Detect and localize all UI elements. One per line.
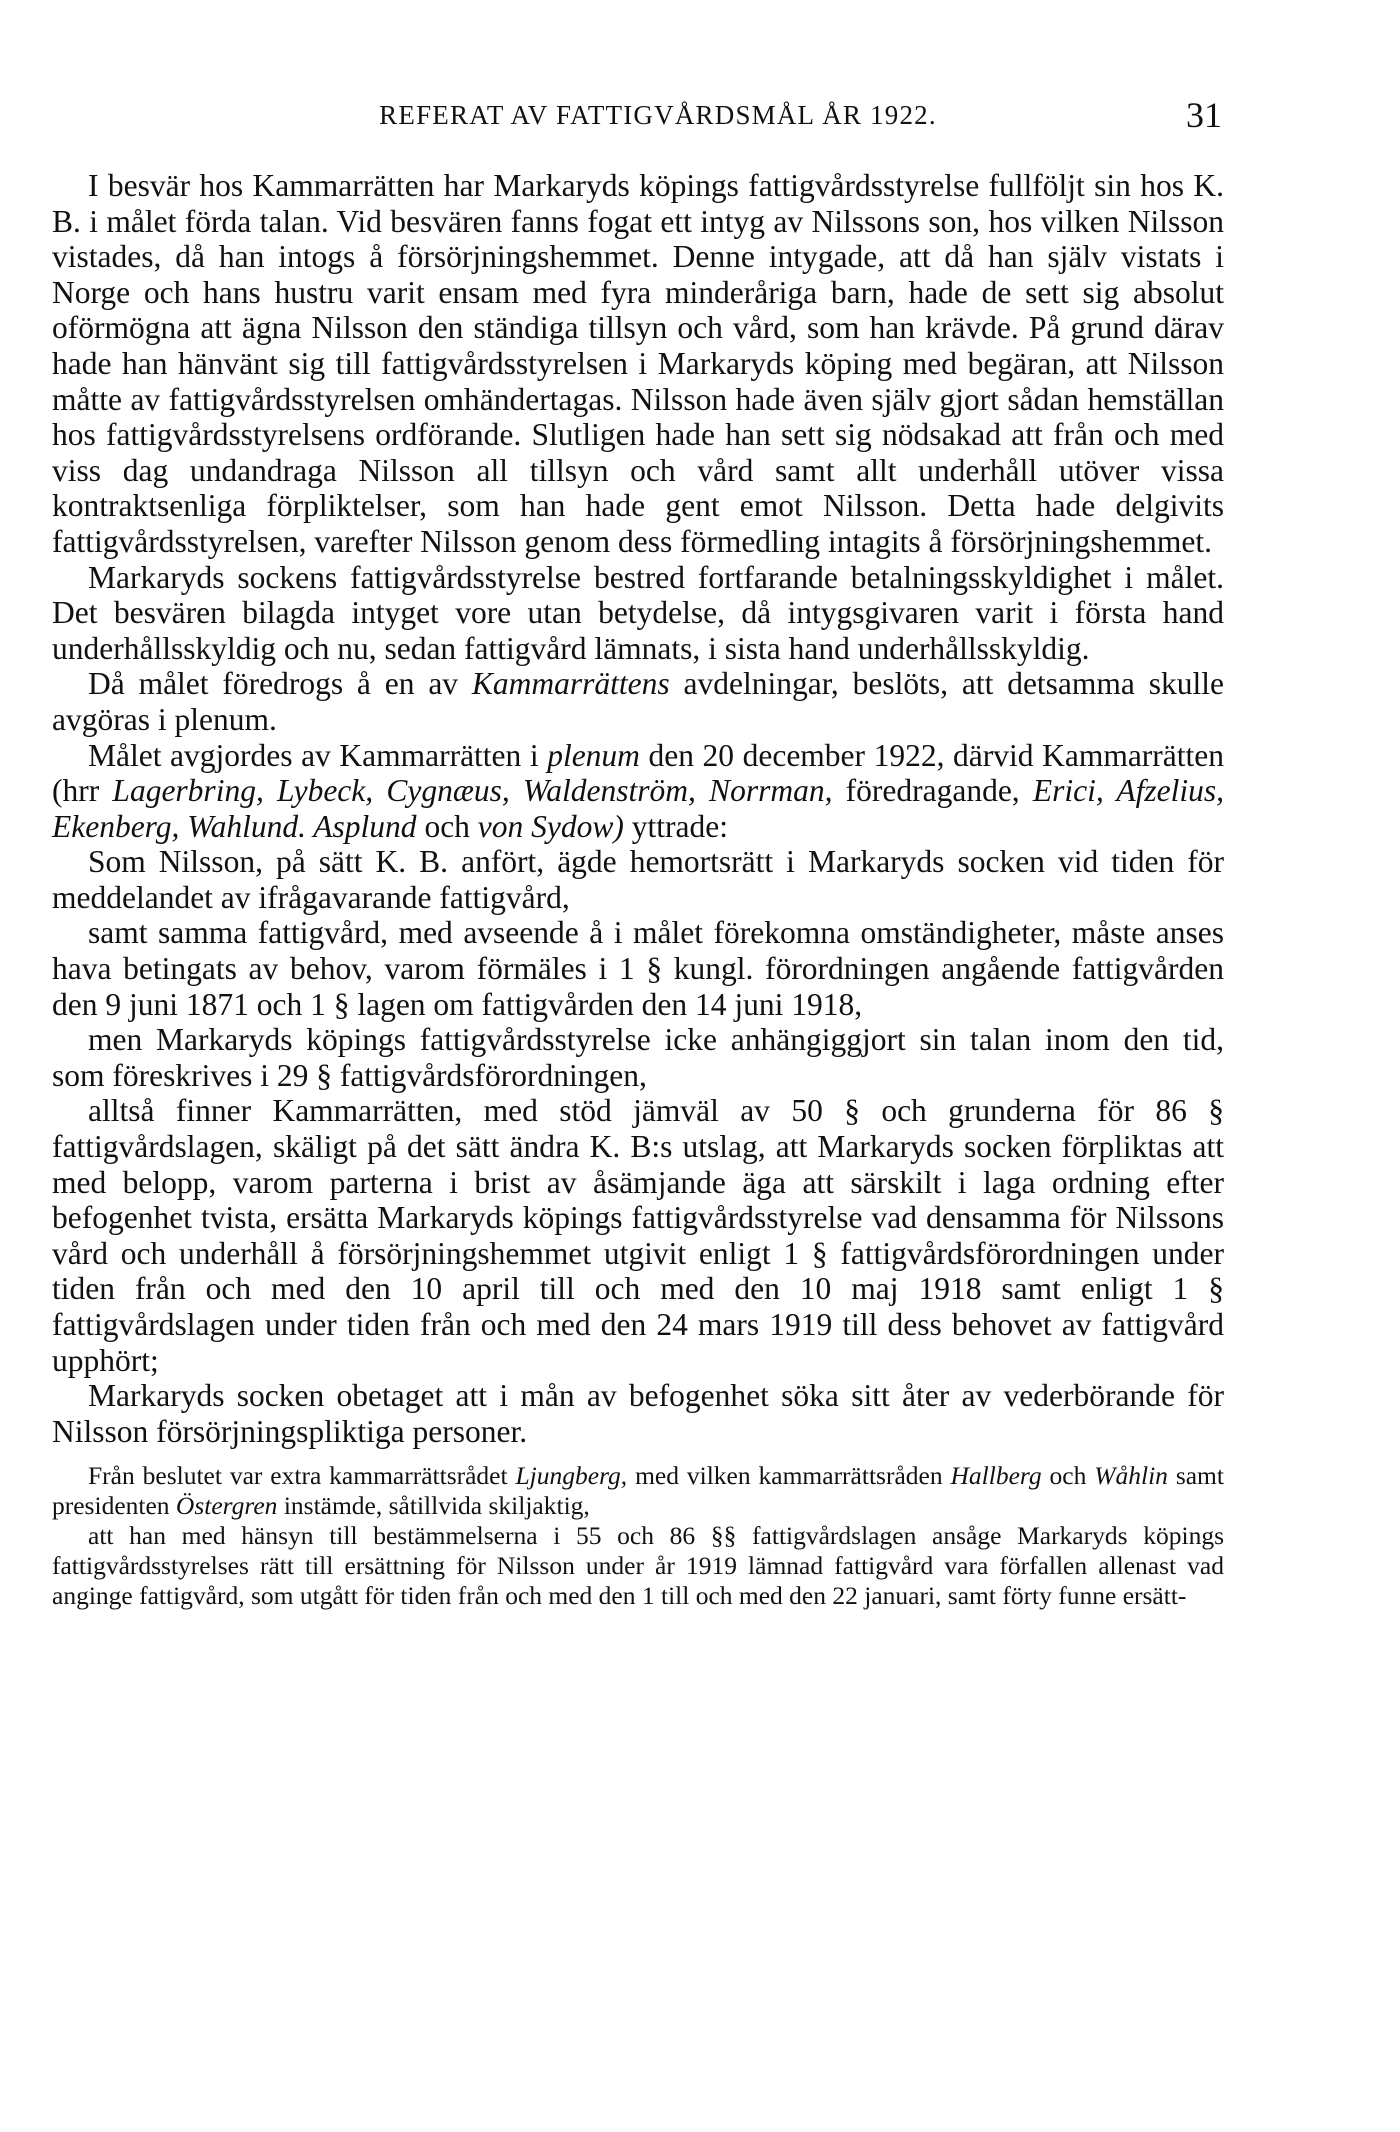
header-title: REFERAT AV FATTIGVÅRDSMÅL ÅR 1922. <box>379 100 937 130</box>
document-page <box>52 88 1224 1611</box>
judges-names-3: von Sydow) <box>477 808 624 844</box>
emphasis-kammarrattens: Kammarrättens <box>471 666 670 702</box>
dissent-note <box>52 1461 1224 1611</box>
running-header <box>52 88 1224 142</box>
ruling-clause-4: alltså finner Kammarrätten, med stöd jämväl av 50 § och grunderna för 86 § fattigvårdslagen, skäligt på det sätt ändra K. B:s utslag, att Markaryds socken förpliktas att med belopp, varom parterna i brist av åsämjande äga att särskilt i laga ordning efter befogenhet tvista, ersätta Markaryds köpings fattigvårdsstyrelse vad densamma för Nilssons vård och underhåll å försörjningshemmet utgivit enligt 1 § fattigvårdsförordningen under tiden från och med den 10 april till och med den 10 maj 1918 samt enligt 1 § fattigvårdslagen under tiden från och med den 24 mars 1919 till dess behovet av fattigvård upphört; <box>52 1093 1224 1378</box>
page-number: 31 <box>1186 95 1222 135</box>
dissent-name-ostergren: Östergren <box>175 1491 278 1521</box>
paragraph-decision-intro: Målet avgjordes av Kammarrätten i plenum den 20 december 1922, därvid Kammarrätten (hrr Lagerbring, Lybeck, Cygnæus, Waldenström, Norrman, föredragande, Erici, Afzelius, Ekenberg, Wahlund. Asplund och von Sydow) yttrade: <box>52 737 1224 844</box>
paragraph-plenum-referral: Då målet föredrogs å en av Kammarrättens avdelningar, beslöts, att detsamma skulle avgöras i plenum. <box>52 666 1224 737</box>
ruling-clause-2: samt samma fattigvård, med avseende å i målet förekomna omständigheter, måste anses hava betingats av behov, varom förmäles i 1 § kungl. förordningen angående fattigvården den 9 juni 1871 och 1 § lagen om fattigvården den 14 juni 1918, <box>52 915 1224 1022</box>
dissent-name-hallberg: Hallberg <box>950 1461 1042 1491</box>
judges-names-1: Lagerbring, Lybeck, Cygnæus, Waldenström, Norrman, <box>112 773 833 809</box>
ruling-clause-5: Markaryds socken obetaget att i mån av befogenhet söka sitt åter av vederbörande för Nilsson försörjningspliktiga personer. <box>52 1378 1224 1449</box>
paragraph-appeal: I besvär hos Kammarrätten har Markaryds köpings fattigvårdsstyrelse fullföljt sin hos K. B. i målet förda talan. Vid besvären fanns fogat ett intyg av Nilssons son, hos vilken Nilsson vistades, då han intogs å försörjningshemmet. Denne intygade, att då han själv vistats i Norge och hans hustru varit ensam med fyra minderåriga barn, hade de sett sig absolut oförmögna att ägna Nilsson den ständiga tillsyn och vård, som han krävde. På grund därav hade han hänvänt sig till fattigvårdsstyrelsen i Markaryds köping med begäran, att Nilsson måtte av fattigvårdsstyrelsen omhändertagas. Nilsson hade även själv gjort sådan hemställan hos fattigvårdsstyrelsens ordförande. Slutligen hade han sett sig nödsakad att från och med viss dag undandraga Nilsson all tillsyn och vård samt allt underhåll utöver vissa kontraktsenliga förpliktelser, som han hade gent emot Nilsson. Detta hade delgivits fattigvårdsstyrelsen, varefter Nilsson genom dess förmedling intagits å försörjningshemmet. <box>52 168 1224 559</box>
ruling-clause-1: Som Nilsson, på sätt K. B. anfört, ägde hemortsrätt i Markaryds socken vid tiden för meddelandet av ifrågavarande fattigvård, <box>52 844 1224 915</box>
ruling-clause-3: men Markaryds köpings fattigvårdsstyrelse icke anhängiggjort sin talan inom den tid, som föreskrives i 29 § fattigvårdsförordningen, <box>52 1022 1224 1093</box>
body-text <box>52 168 1224 1449</box>
dissent-intro: Från beslutet var extra kammarrättsrådet Ljungberg, med vilken kammarrättsråden Hallberg och Wåhlin samt presidenten Östergren instämde, såtillvida skiljaktig, <box>52 1461 1224 1521</box>
judges-names-2: Erici, Afzelius, Ekenberg, Wahlund. Asplund <box>52 773 1224 844</box>
emphasis-plenum: plenum <box>547 737 640 773</box>
paragraph-response: Markaryds sockens fattigvårdsstyrelse bestred fortfarande betalningsskyldighet i målet. Det besvären bilagda intyget vore utan betydelse, då intygsgivaren varit i första hand underhållsskyldig och nu, sedan fattigvård lämnats, i sista hand underhållsskyldig. <box>52 559 1224 666</box>
dissent-name-wahlin: Wåhlin <box>1094 1461 1168 1491</box>
dissent-reasoning: att han med hänsyn till bestämmelserna i 55 och 86 §§ fattigvårdslagen ansåge Markaryds köpings fattigvårdsstyrelses rätt till ersättning för Nilsson under år 1919 lämnad fattigvård vara förfallen allenast vad anginge fattigvård, som utgått för tiden från och med den 1 till och med den 22 januari, samt förty funne ersätt- <box>52 1521 1224 1611</box>
dissent-name-ljungberg: Ljungberg, <box>515 1461 628 1491</box>
